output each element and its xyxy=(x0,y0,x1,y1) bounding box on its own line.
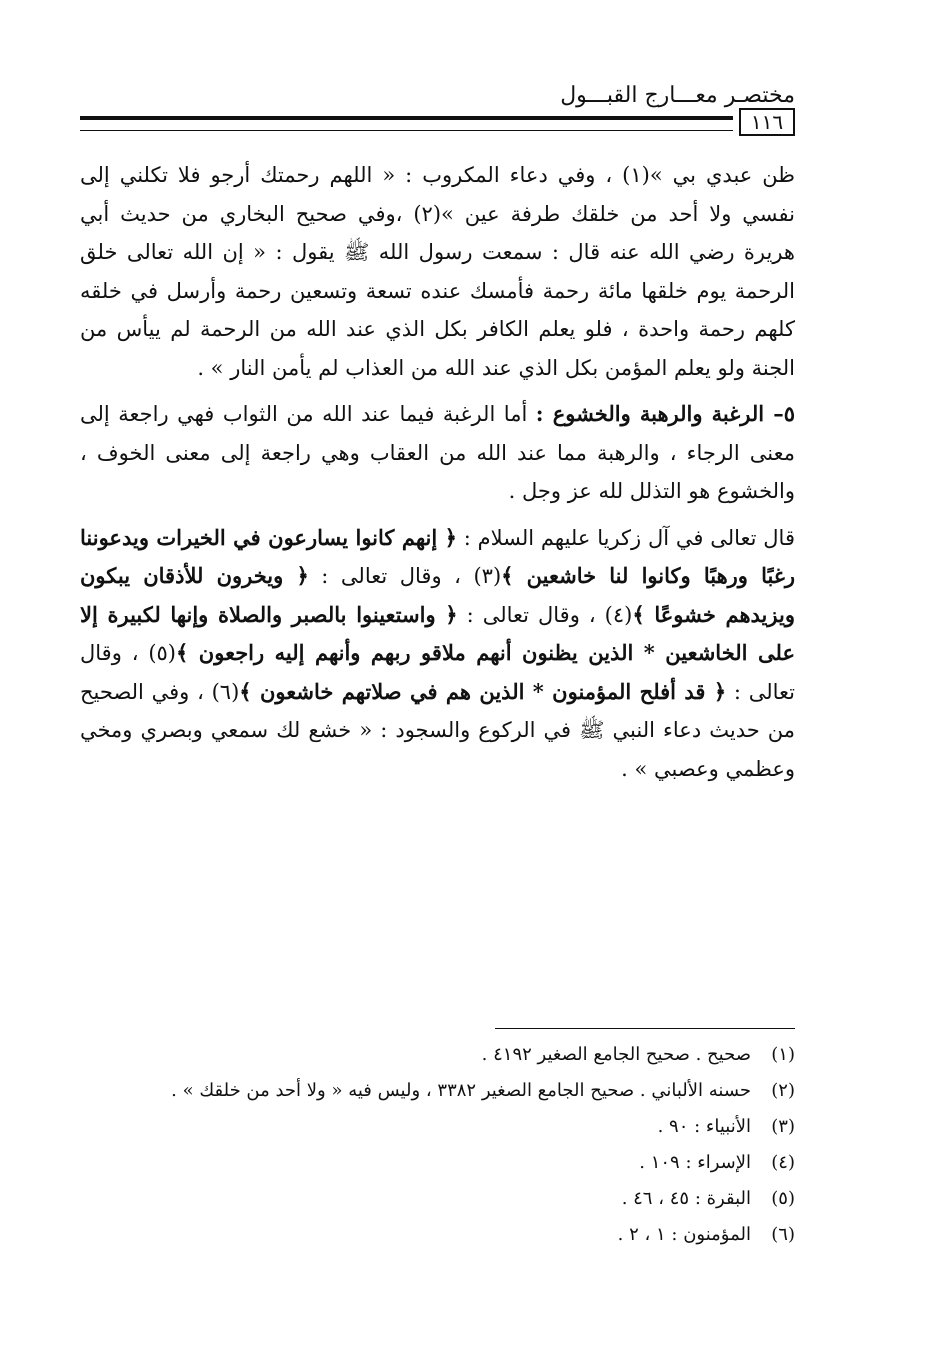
verse-2-ref: (٤) ، وقال تعالى : xyxy=(457,602,633,627)
footnote-number: (٤) xyxy=(771,1152,795,1173)
footnote-text: المؤمنون : ١ ، ٢ . xyxy=(617,1224,751,1245)
page-number: ١١٦ xyxy=(739,108,795,136)
paragraph-quran-verses xyxy=(80,519,795,789)
verse-4-ref: (٦) ، وفي الصحيح من حديث دعاء النبي ﷺ في الركوع والسجود : « خشع لك سمعي وبصري ومخي وعظمي وعصبي » . xyxy=(80,679,795,781)
verse-intro: قال تعالى في آل زكريا عليهم السلام : xyxy=(456,525,795,550)
footnote-item xyxy=(80,1037,795,1073)
footnote-number: (٥) xyxy=(771,1188,795,1209)
footnotes xyxy=(80,1028,795,1253)
verse-1: ﴿ إنهم كانوا يسارعون في الخيرات ويدعوننا رغبًا ورهبًا وكانوا لنا خاشعين ﴾ xyxy=(80,524,795,588)
main-text xyxy=(80,156,795,796)
verse-2: ﴿ ويخرون للأذقان يبكون ويزيدهم خشوعًا ﴾ xyxy=(80,563,795,627)
footnote-rule xyxy=(495,1028,795,1029)
header-rule xyxy=(80,116,733,131)
section-5-title: ٥– الرغبة والرهبة والخشوع : xyxy=(535,401,795,426)
footnote-item xyxy=(80,1073,795,1109)
footnote-text: البقرة : ٤٥ ، ٤٦ . xyxy=(621,1188,751,1209)
verse-3-ref: (٥) ، وقال تعالى : xyxy=(80,641,796,704)
paragraph-1: ظن عبدي بي »(١) ، وفي دعاء المكروب : « اللهم رحمتك أرجو فلا تكلني إلى نفسي ولا أحد من خلقك طرفة عين »(٢) ،وفي صحيح البخاري من حديث أبي هريرة رضي الله عنه قال : سمعت رسول الله ﷺ يقول : « إن الله تعالى خلق الرحمة يوم خلقها مائة رحمة فأمسك عنده تسعة وتسعين رحمة وأرسل في خلقه كلهم رحمة واحدة ، فلو يعلم الكافر بكل الذي عند الله من الرحمة لم ييأس من الجنة ولو يعلم المؤمن بكل الذي عند الله من العذاب لم يأمن النار » . xyxy=(80,163,795,380)
footnote-item xyxy=(80,1145,795,1181)
header-title: مختصـر معـــارج القبـــول xyxy=(560,83,795,108)
verse-3: ﴿ واستعينوا بالصبر والصلاة وإنها لكبيرة إلا على الخاشعين * الذين يظنون أنهم ملاقو ربهم وأنهم إليه راجعون ﴾ xyxy=(80,601,795,665)
footnote-item xyxy=(80,1109,795,1145)
footnote-text: الإسراء : ١٠٩ . xyxy=(639,1152,751,1173)
verse-1-ref: (٣) ، وقال تعالى : xyxy=(308,564,502,588)
book-page xyxy=(80,78,795,1288)
paragraph-section-5 xyxy=(80,395,795,511)
footnote-item xyxy=(80,1217,795,1253)
footnote-number: (٣) xyxy=(771,1116,795,1137)
footnote-number: (٦) xyxy=(771,1224,795,1245)
footnote-text: صحيح . صحيح الجامع الصغير ٤١٩٢ . xyxy=(481,1044,751,1065)
footnote-text: حسنه الألباني . صحيح الجامع الصغير ٣٣٨٢ ، وليس فيه « ولا أحد من خلقك » . xyxy=(171,1080,751,1101)
footnote-item xyxy=(80,1181,795,1217)
footnote-number: (١) xyxy=(771,1044,795,1065)
footnote-number: (٢) xyxy=(771,1080,795,1101)
verse-4: ﴿ قد أفلح المؤمنون * الذين هم في صلاتهم خاشعون ﴾ xyxy=(239,678,727,704)
footnote-text: الأنبياء : ٩٠ . xyxy=(657,1116,751,1137)
running-header xyxy=(80,78,795,140)
section-5-text: أما الرغبة فيما عند الله من الثواب فهي راجعة إلى معنى الرجاء ، والرهبة مما عند الله من العقاب وهي راجعة إلى معنى الخوف ، والخشوع هو التذلل لله عز وجل . xyxy=(80,402,795,503)
